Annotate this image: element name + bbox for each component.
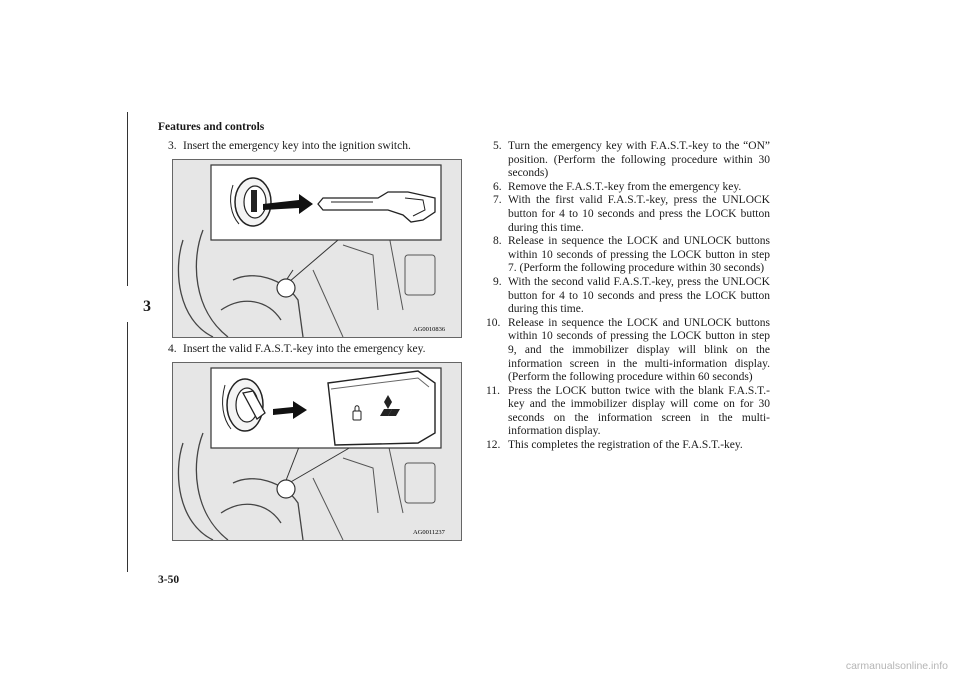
step-text: Insert the emergency key into the ignition switch.: [183, 140, 411, 152]
step-number: 7.: [493, 194, 502, 207]
footer: [0, 658, 960, 678]
figure-emergency-key-insert: [172, 159, 462, 338]
step-3: [168, 140, 448, 154]
figure-illustration: [173, 160, 461, 337]
step-text: Insert the valid F.A.S.T.-key into the emergency key.: [183, 343, 426, 355]
step-number: 3.: [168, 140, 177, 152]
chapter-number: 3: [143, 298, 151, 315]
step-5: [493, 140, 770, 181]
step-number: 10.: [486, 316, 501, 329]
step-6: [493, 181, 770, 195]
figure-code: AG0010836: [413, 326, 446, 333]
step-9: [493, 276, 770, 317]
fast-key-icon: [328, 371, 435, 445]
step-number: 4.: [168, 343, 177, 355]
step-10: [486, 316, 770, 385]
step-text: Remove the F.A.S.T.-key from the emergency key.: [508, 180, 742, 193]
step-text: With the second valid F.A.S.T.-key, press the UNLOCK button for 4 to 10 seconds and press the LOCK button during this time.: [508, 275, 770, 316]
chapter-rule-bottom: [127, 322, 128, 572]
steps-list: [486, 140, 770, 453]
step-8: [493, 235, 770, 276]
step-text: Release in sequence the LOCK and UNLOCK buttons within 10 seconds of pressing the LOCK button in step 9, and the immobilizer display will blink on the information screen in the multi-information display. (Perform the following procedure within 60 seconds): [508, 316, 770, 384]
step-11: [486, 384, 770, 439]
step-12: [486, 439, 770, 453]
step-number: 8.: [493, 235, 502, 248]
step-number: 11.: [486, 384, 500, 397]
figure-code: AG0011237: [413, 529, 445, 536]
chapter-rule-top: [127, 112, 128, 286]
step-number: 12.: [486, 439, 501, 452]
step-text: With the first valid F.A.S.T.-key, press the UNLOCK button for 4 to 10 seconds and press the LOCK button during this time.: [508, 194, 770, 234]
step-number: 9.: [493, 275, 502, 288]
step-4: [168, 343, 458, 357]
watermark-text: carmanualsonline.info: [845, 660, 948, 672]
step-text: Release in sequence the LOCK and UNLOCK buttons within 10 seconds of pressing the LOCK button in step 7. (Perform the following procedure within 30 seconds): [508, 235, 770, 275]
figure-fast-key-insert: [172, 362, 462, 541]
page-number: 3-50: [158, 574, 180, 586]
step-text: Press the LOCK button twice with the blank F.A.S.T.-key and the immobilizer display will come on for 30 seconds on the information screen in the multi-information display.: [508, 384, 770, 438]
step-7: [493, 194, 770, 235]
figure-illustration: [173, 363, 461, 540]
section-title: Features and controls: [158, 121, 265, 133]
step-text: Turn the emergency key with F.A.S.T.-key to the “ON” position. (Perform the following procedure within 30 seconds): [508, 140, 770, 180]
step-text: This completes the registration of the F.A.S.T.-key.: [508, 439, 743, 452]
step-number: 5.: [493, 140, 502, 152]
step-number: 6.: [493, 180, 502, 193]
